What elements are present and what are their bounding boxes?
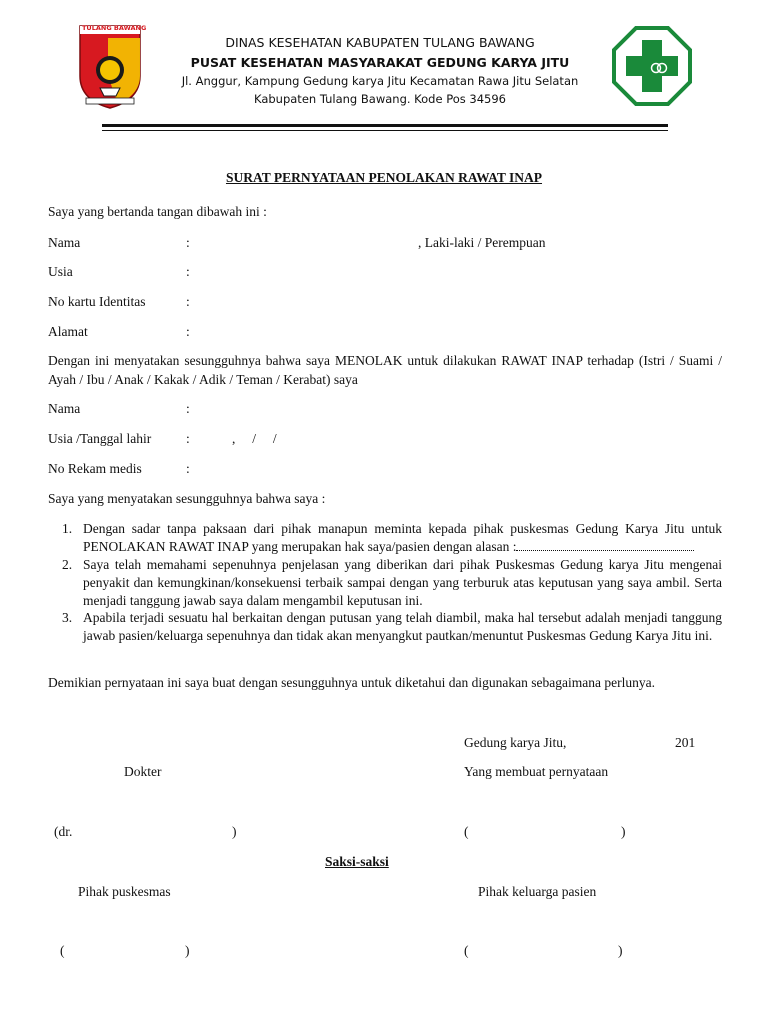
witnesses-title: Saksi-saksi xyxy=(325,854,389,869)
colon: : xyxy=(186,324,190,339)
doctor-name-close: ) xyxy=(232,824,237,839)
signer-usia-label: Usia xyxy=(48,264,73,279)
list-text: Saya telah memahami sepenuhnya penjelasan yang diberikan dari pihak Puskesmas Gedung karya Jitu mengenai penyakit dan kemungkinan/konsekuensi terbaik sampai dengan yang terburuk atas keputusan yang saya ambil. Serta menjadi tanggung jawab saya dalam mengambil keputusan ini. xyxy=(83,557,722,608)
header-address: Jl. Anggur, Kampung Gedung karya Jitu Kecamatan Rawa Jitu Selatan xyxy=(181,74,579,88)
colon: : xyxy=(186,294,190,309)
header-puskesmas: PUSAT KESEHATAN MASYARAKAT GEDUNG KARYA JITU xyxy=(190,55,570,70)
patient-rekam-label: No Rekam medis xyxy=(48,461,142,476)
list-text: Apabila terjadi sesuatu hal berkaitan dengan putusan yang telah diambil, maka hal tersebut adalah menjadi tanggung jawab pasien/keluarga sepenuhnya dan tidak akan menyangkut pautkan/menuntut Puskesmas Gedung Karya Jitu ini. xyxy=(83,610,722,643)
maker-label: Yang membuat pernyataan xyxy=(464,764,609,779)
witness-left-close: ) xyxy=(185,943,190,958)
doctor-name-open: (dr. xyxy=(54,824,73,839)
header-postal: Kabupaten Tulang Bawang. Kode Pos 34596 xyxy=(253,92,507,106)
list-number: 2. xyxy=(62,557,73,572)
maker-name-open: ( xyxy=(464,824,469,839)
witness-right-open: ( xyxy=(464,943,469,958)
list-item xyxy=(62,609,722,663)
header-agency: DINAS KESEHATAN KABUPATEN TULANG BAWANG xyxy=(225,35,535,50)
colon: : xyxy=(186,431,190,446)
birth-date-placeholder: , / / xyxy=(232,431,277,446)
patient-usia-label: Usia /Tanggal lahir xyxy=(48,431,152,446)
signer-nama-label: Nama xyxy=(48,235,81,250)
signer-identitas-label: No kartu Identitas xyxy=(48,294,146,309)
witness-family-label: Pihak keluarga pasien xyxy=(478,884,597,899)
declaration-intro: Saya yang menyatakan sesungguhnya bahwa saya : xyxy=(48,491,326,506)
signer-alamat-label: Alamat xyxy=(48,324,88,339)
puskesmas-logo xyxy=(612,26,692,106)
list-number: 1. xyxy=(62,521,73,536)
place-date: Gedung karya Jitu, xyxy=(464,735,567,750)
witness-left-open: ( xyxy=(60,943,65,958)
list-item xyxy=(62,520,722,556)
document-title: SURAT PERNYATAAN PENOLAKAN RAWAT INAP xyxy=(225,170,543,185)
witness-right-close: ) xyxy=(618,943,623,958)
letterhead-rule-thin xyxy=(102,130,668,131)
doctor-label: Dokter xyxy=(124,764,162,779)
list-text xyxy=(83,520,722,556)
closing-text: Demikian pernyataan ini saya buat dengan sesungguhnya untuk diketahui dan digunakan sebagaimana perlunya. xyxy=(48,675,655,690)
colon: : xyxy=(186,235,190,250)
witness-puskesmas-label: Pihak puskesmas xyxy=(78,884,171,899)
year-prefix: 201 xyxy=(675,735,696,750)
list-item xyxy=(62,556,722,610)
intro-text: Saya yang bertanda tangan dibawah ini : xyxy=(48,204,267,219)
item-1-text: Dengan sadar tanpa paksaan dari pihak manapun meminta kepada pihak puskesmas Gedung Karya Jitu untuk PENOLAKAN RAWAT INAP yang merupakan hak saya/pasien dengan alasan : xyxy=(83,521,722,554)
colon: : xyxy=(186,461,190,476)
gender-option: , Laki-laki / Perempuan xyxy=(418,235,546,250)
colon: : xyxy=(186,401,190,416)
refusal-statement: Dengan ini menyatakan sesungguhnya bahwa saya MENOLAK untuk dilakukan RAWAT INAP terhadap (Istri / Suami / Ayah / Ibu / Anak / Kakak / Adik / Teman / Kerabat) saya xyxy=(48,353,722,387)
reason-dotted-line xyxy=(516,539,694,551)
list-number: 3. xyxy=(62,610,73,625)
maker-name-close: ) xyxy=(621,824,626,839)
patient-nama-label: Nama xyxy=(48,401,81,416)
logo-left-text: TULANG BAWANG xyxy=(82,24,147,32)
letterhead-rule-thick xyxy=(102,124,668,127)
tulang-bawang-logo xyxy=(78,24,147,110)
colon: : xyxy=(186,264,190,279)
